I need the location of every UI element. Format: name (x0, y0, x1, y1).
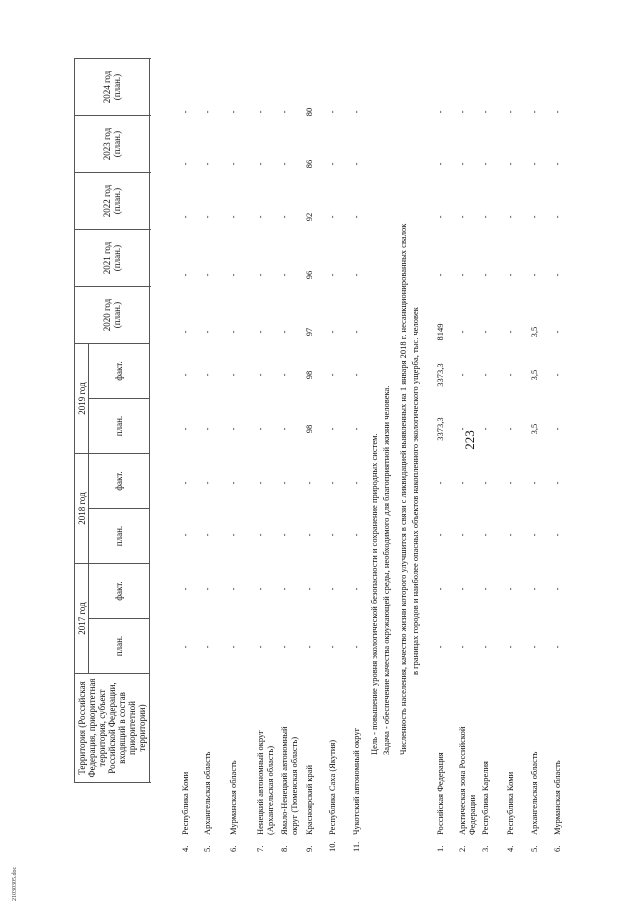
row-value-cell: - (327, 273, 337, 277)
row-territory-name: Красноярский край (304, 764, 314, 835)
row-value-cell: - (457, 330, 467, 334)
row-territory-name: Республика Коми (180, 771, 190, 835)
indicator-text-line1: Численность населения, качество жизни которого улучшится в связи с ликвидацией выявленных на 1 января 2018 г. несанкционированных свалок (398, 223, 408, 755)
row-value-cell: - (327, 427, 337, 431)
row-value-cell: - (180, 215, 190, 219)
row-value-cell: - (255, 533, 265, 537)
row-number: 8. (279, 845, 289, 852)
row-value-cell: - (457, 427, 467, 431)
row-value-cell: - (552, 162, 562, 166)
header-2019-plan: план. (89, 399, 150, 454)
row-value-cell: - (351, 645, 361, 649)
row-value-cell: - (435, 273, 445, 277)
row-value-cell: - (180, 645, 190, 649)
row-value-cell: - (480, 110, 490, 114)
row-value-cell: - (202, 587, 212, 591)
row-value-cell: - (480, 587, 490, 591)
row-value-cell: - (202, 645, 212, 649)
row-value-cell: - (457, 481, 467, 485)
row-number: 1. (435, 845, 445, 852)
row-value-cell: - (529, 645, 539, 649)
row-value-cell: - (180, 587, 190, 591)
row-value-cell: - (552, 330, 562, 334)
row-value-cell: - (435, 215, 445, 219)
row-number: 9. (304, 845, 314, 852)
header-2018-plan: план. (89, 509, 150, 564)
row-value-cell: - (327, 110, 337, 114)
row-value-cell: - (505, 273, 515, 277)
row-value-cell: - (202, 162, 212, 166)
row-value-cell: - (228, 110, 238, 114)
row-territory-name: Архангельская область (202, 751, 212, 835)
row-value-cell: - (228, 373, 238, 377)
row-value-cell: - (351, 427, 361, 431)
row-value-cell: - (180, 162, 190, 166)
row-value-cell: - (255, 373, 265, 377)
goal-text: Цель - повышение уровня экологической безопасности и сохранение природных систем. (369, 433, 379, 755)
row-number: 10. (327, 841, 337, 852)
row-value-cell: - (351, 162, 361, 166)
row-value-cell: - (457, 645, 467, 649)
row-value-cell: - (529, 587, 539, 591)
row-value-cell: - (552, 427, 562, 431)
row-value-cell: - (351, 110, 361, 114)
row-number: 7. (255, 845, 265, 852)
row-value-cell: - (304, 533, 314, 537)
row-value-cell: - (180, 481, 190, 485)
row-value-cell: - (505, 427, 515, 431)
row-value-cell: - (480, 330, 490, 334)
row-value-cell: - (180, 330, 190, 334)
row-territory-name: Республика Коми (505, 771, 515, 835)
row-value-cell: - (480, 645, 490, 649)
row-value-cell: - (180, 110, 190, 114)
row-value-cell: - (202, 481, 212, 485)
row-value-cell: 3373,3 (435, 363, 445, 387)
header-table (74, 58, 150, 783)
row-number: 2. (457, 845, 467, 852)
row-value-cell: - (279, 587, 289, 591)
row-value-cell: - (228, 330, 238, 334)
row-value-cell: - (351, 373, 361, 377)
row-value-cell: - (351, 330, 361, 334)
row-value-cell: - (457, 587, 467, 591)
row-value-cell: - (457, 215, 467, 219)
row-value-cell: - (279, 215, 289, 219)
row-number: 6. (552, 845, 562, 852)
row-value-cell: 3,5 (529, 326, 539, 338)
row-value-cell: 86 (304, 159, 314, 169)
row-value-cell: - (228, 533, 238, 537)
row-value-cell: - (304, 645, 314, 649)
row-territory-name: Республика Саха (Якутия) (327, 739, 337, 835)
row-value-cell: - (228, 645, 238, 649)
row-value-cell: - (327, 162, 337, 166)
row-number: 3. (480, 845, 490, 852)
row-value-cell: - (351, 481, 361, 485)
row-value-cell: - (202, 215, 212, 219)
row-value-cell: - (255, 427, 265, 431)
row-value-cell: - (435, 162, 445, 166)
task-text: Задача - обеспечение качества окружающей среды, необходимого для благоприятной жизни человека. (381, 385, 391, 755)
row-value-cell: - (552, 215, 562, 219)
row-value-cell: - (480, 215, 490, 219)
row-value-cell: - (480, 427, 490, 431)
row-value-cell: 3,5 (529, 369, 539, 381)
row-number: 5. (529, 845, 539, 852)
row-value-cell: - (351, 533, 361, 537)
page-number: 223 (462, 430, 477, 450)
row-territory-name: Республика Карелия (480, 761, 490, 835)
row-value-cell: - (279, 481, 289, 485)
row-value-cell: - (505, 110, 515, 114)
row-value-cell: 80 (304, 107, 314, 117)
row-value-cell: - (255, 110, 265, 114)
row-value-cell: 92 (304, 212, 314, 222)
row-number: 5. (202, 845, 212, 852)
row-value-cell: - (552, 533, 562, 537)
row-value-cell: - (202, 533, 212, 537)
row-value-cell: - (327, 330, 337, 334)
row-value-cell: - (255, 162, 265, 166)
row-value-cell: - (480, 481, 490, 485)
row-value-cell: - (552, 110, 562, 114)
header-2017-plan: план. (89, 619, 150, 674)
row-value-cell: - (202, 273, 212, 277)
header-2017: 2017 год (75, 564, 89, 674)
row-value-cell: - (304, 481, 314, 485)
row-value-cell: - (351, 587, 361, 591)
row-value-cell: - (180, 273, 190, 277)
row-value-cell: - (457, 110, 467, 114)
row-value-cell: - (279, 162, 289, 166)
row-value-cell: - (279, 373, 289, 377)
row-value-cell: - (552, 587, 562, 591)
row-value-cell: - (327, 481, 337, 485)
header-2020: 2020 год (план.) (75, 287, 150, 344)
row-value-cell: - (505, 645, 515, 649)
row-value-cell: - (505, 533, 515, 537)
row-value-cell: - (228, 427, 238, 431)
row-value-cell: - (279, 533, 289, 537)
header-territory: Территория (Российская Федерация, приоритетная территория, субъект Российской Федерации, входящий в состав приоритетной территории) (75, 674, 150, 783)
row-value-cell: 97 (304, 327, 314, 337)
row-value-cell: - (480, 373, 490, 377)
row-number: 4. (505, 845, 515, 852)
row-territory-name: Мурманская область (228, 760, 238, 835)
header-2019: 2019 год (75, 344, 89, 454)
row-territory-name: Арктическая зона Российской Федерации (457, 726, 477, 835)
row-value-cell: - (435, 587, 445, 591)
header-2018: 2018 год (75, 454, 89, 564)
row-value-cell: - (480, 162, 490, 166)
row-number: 6. (228, 845, 238, 852)
row-value-cell: - (255, 215, 265, 219)
row-value-cell: - (505, 330, 515, 334)
row-value-cell: - (255, 587, 265, 591)
row-value-cell: - (529, 481, 539, 485)
row-value-cell: - (552, 645, 562, 649)
header-2022: 2022 год (план.) (75, 173, 150, 230)
row-value-cell: - (457, 273, 467, 277)
header-2017-fact: факт. (89, 564, 150, 619)
row-value-cell: - (529, 273, 539, 277)
row-value-cell: - (505, 215, 515, 219)
row-number: 11. (351, 841, 361, 852)
row-value-cell: - (435, 645, 445, 649)
row-value-cell: 3373,3 (435, 417, 445, 441)
row-value-cell: 8149 (435, 323, 445, 341)
row-value-cell: - (202, 110, 212, 114)
row-value-cell: - (505, 587, 515, 591)
row-value-cell: 98 (304, 424, 314, 434)
row-value-cell: - (457, 373, 467, 377)
row-value-cell: - (228, 587, 238, 591)
row-value-cell: - (457, 162, 467, 166)
row-value-cell: - (552, 373, 562, 377)
row-value-cell: - (180, 373, 190, 377)
row-value-cell: - (529, 215, 539, 219)
row-value-cell: - (529, 533, 539, 537)
row-value-cell: - (327, 533, 337, 537)
row-value-cell: - (327, 373, 337, 377)
header-2021: 2021 год (план.) (75, 230, 150, 287)
row-territory-name: Мурманская область (552, 760, 562, 835)
row-territory-name: Ненецкий автономный округ (Архангельская область) (255, 730, 275, 835)
row-value-cell: - (327, 587, 337, 591)
row-value-cell: - (480, 273, 490, 277)
row-value-cell: - (180, 427, 190, 431)
row-value-cell: - (480, 533, 490, 537)
row-value-cell: - (351, 273, 361, 277)
row-value-cell: - (435, 110, 445, 114)
row-value-cell: - (180, 533, 190, 537)
row-value-cell: - (327, 215, 337, 219)
row-value-cell: - (279, 645, 289, 649)
row-territory-name: Ямало-Ненецкий автономный округ (Тюменская область) (279, 726, 299, 835)
row-value-cell: 96 (304, 270, 314, 280)
row-value-cell: - (279, 273, 289, 277)
row-value-cell: - (202, 427, 212, 431)
row-value-cell: - (202, 330, 212, 334)
row-value-cell: - (529, 162, 539, 166)
indicator-text-line2: в границах городов и наиболее опасных объектов накопленного экологического ущерба, тыс. человек (410, 307, 420, 675)
row-value-cell: - (255, 330, 265, 334)
row-value-cell: - (279, 427, 289, 431)
row-value-cell: - (505, 162, 515, 166)
header-2018-fact: факт. (89, 454, 150, 509)
row-value-cell: - (279, 110, 289, 114)
row-value-cell: - (435, 533, 445, 537)
row-value-cell: - (552, 273, 562, 277)
row-value-cell: - (255, 273, 265, 277)
row-territory-name: Российская Федерация (435, 752, 445, 835)
row-value-cell: - (351, 215, 361, 219)
row-territory-name: Архангельская область (529, 751, 539, 835)
header-2023: 2023 год (план.) (75, 116, 150, 173)
row-value-cell: - (228, 162, 238, 166)
row-value-cell: - (552, 481, 562, 485)
header-2024: 2024 год (план.) (75, 59, 150, 116)
row-value-cell: 98 (304, 370, 314, 380)
row-value-cell: - (279, 330, 289, 334)
row-value-cell: - (327, 645, 337, 649)
row-value-cell: - (255, 645, 265, 649)
row-value-cell: - (202, 373, 212, 377)
row-value-cell: - (529, 110, 539, 114)
row-territory-name: Чукотский автономный округ (351, 727, 361, 835)
header-2019-fact: факт. (89, 344, 150, 399)
row-value-cell: - (255, 481, 265, 485)
row-value-cell: - (435, 481, 445, 485)
row-value-cell: - (228, 273, 238, 277)
row-value-cell: - (304, 587, 314, 591)
row-value-cell: 3,5 (529, 423, 539, 435)
row-value-cell: - (228, 215, 238, 219)
row-value-cell: - (457, 533, 467, 537)
row-value-cell: - (505, 373, 515, 377)
row-value-cell: - (505, 481, 515, 485)
row-value-cell: - (228, 481, 238, 485)
row-number: 4. (180, 845, 190, 852)
footer-filename: 21030305.doc (12, 866, 18, 901)
